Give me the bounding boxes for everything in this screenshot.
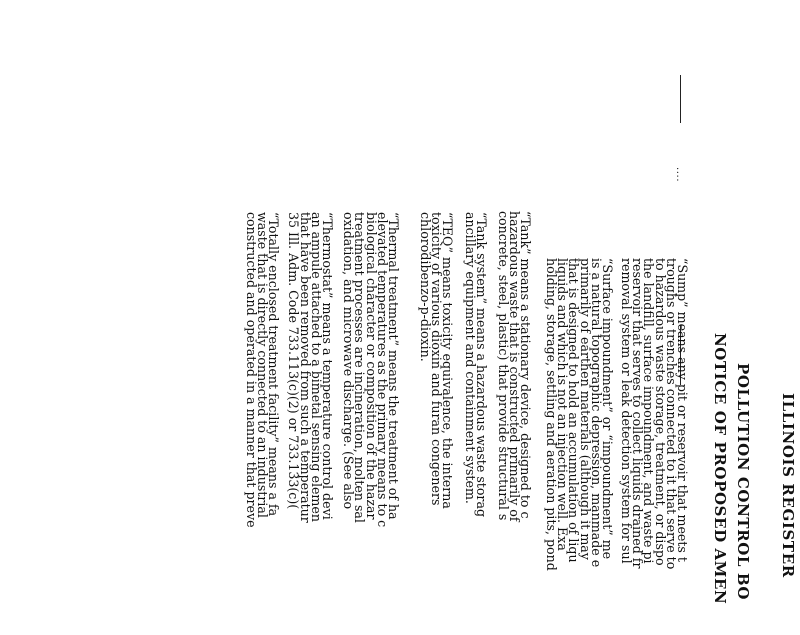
text-line: concrete, steel, plastic) that provide structural s [495, 211, 511, 521]
definition-surface-impoundment [543, 258, 615, 598]
text-line: toxicity of various dioxin and furan congeners [428, 212, 444, 506]
text-line: waste that is directly connected to an industrial [254, 212, 270, 518]
text-line: “Thermal treatment” means the treatment of ha [386, 212, 401, 520]
definition-sump [618, 258, 690, 598]
header-rule-left [680, 75, 681, 123]
text-line: the landfill, surface impoundment, and waste pi [641, 258, 657, 564]
text-line: biological character or composition of the hazar [363, 212, 379, 520]
marginal-mark: .... [674, 167, 685, 183]
definition-totally-enclosed-treatment-facility [245, 212, 279, 552]
definition-thermal-treatment [343, 212, 399, 552]
text-line: “Surface impoundment” or “impoundment” me [600, 258, 615, 560]
notice-title: NOTICE OF PROPOSED AMEN [711, 333, 729, 605]
text-line: hazardous waste that is constructed primarily of [506, 211, 522, 522]
text-line: treatment processes are incineration, molten sal [352, 212, 368, 523]
text-line: “Thermostat” means a temperature control devi [320, 212, 335, 520]
rotated-document-page [93, 75, 797, 635]
text-line: “Tank system” means a hazardous waste storag [474, 212, 489, 518]
text-line: “Tank” means a stationary device, designed to c [518, 211, 533, 519]
text-line: holding, storage, settling and aeration pits, pond [543, 258, 559, 571]
text-line: oxidation, and microwave discharge. (See also [341, 212, 357, 510]
text-line: is a natural topographic depression, manmade e [588, 258, 604, 568]
text-line: “Totally enclosed treatment facility” means a fa [266, 212, 281, 517]
definition-teq [419, 212, 453, 552]
text-line: constructed and operated in a manner that preve [243, 212, 259, 528]
board-name: POLLUTION CONTROL BO [734, 363, 752, 601]
text-line: “Sump” means any pit or reservoir that meets t [675, 258, 690, 562]
text-line: that is designed to hold an accumulation of liqu [566, 258, 582, 563]
text-line: to hazardous waste storage, treatment, or dispo [652, 258, 668, 566]
register-title: ILLINOIS REGISTER [779, 393, 797, 578]
text-line: chlorodibenzo-p-dioxin. [417, 212, 433, 362]
text-line: “TEQ” means toxicity equivalence, the interna [440, 212, 455, 509]
text-line: removal system or leak detection system for sul [618, 258, 634, 564]
text-line: 35 Ill. Adm. Code 733.113(c)(2) or 733.133(c)( [286, 212, 302, 510]
definition-tank [497, 211, 531, 551]
text-line: ancillary equipment and containment system. [462, 212, 478, 504]
text-line: liquids and which is not an injection well. Exa [555, 258, 571, 551]
text-line: that have been removed from such a temperatur [297, 212, 313, 523]
definition-tank-system [462, 212, 489, 552]
text-line: an ampule attached to a bimetal sensing elemen [308, 212, 324, 522]
text-line: elevated temperatures as the primary means to c [374, 212, 390, 528]
text-line: primarily of earthen materials (although it may [577, 258, 593, 560]
text-line: reservoir that serves to collect liquids drained fr [630, 258, 646, 569]
text-line: troughs or trenches connected to it that serve to [663, 258, 679, 570]
definition-thermostat [288, 212, 333, 552]
